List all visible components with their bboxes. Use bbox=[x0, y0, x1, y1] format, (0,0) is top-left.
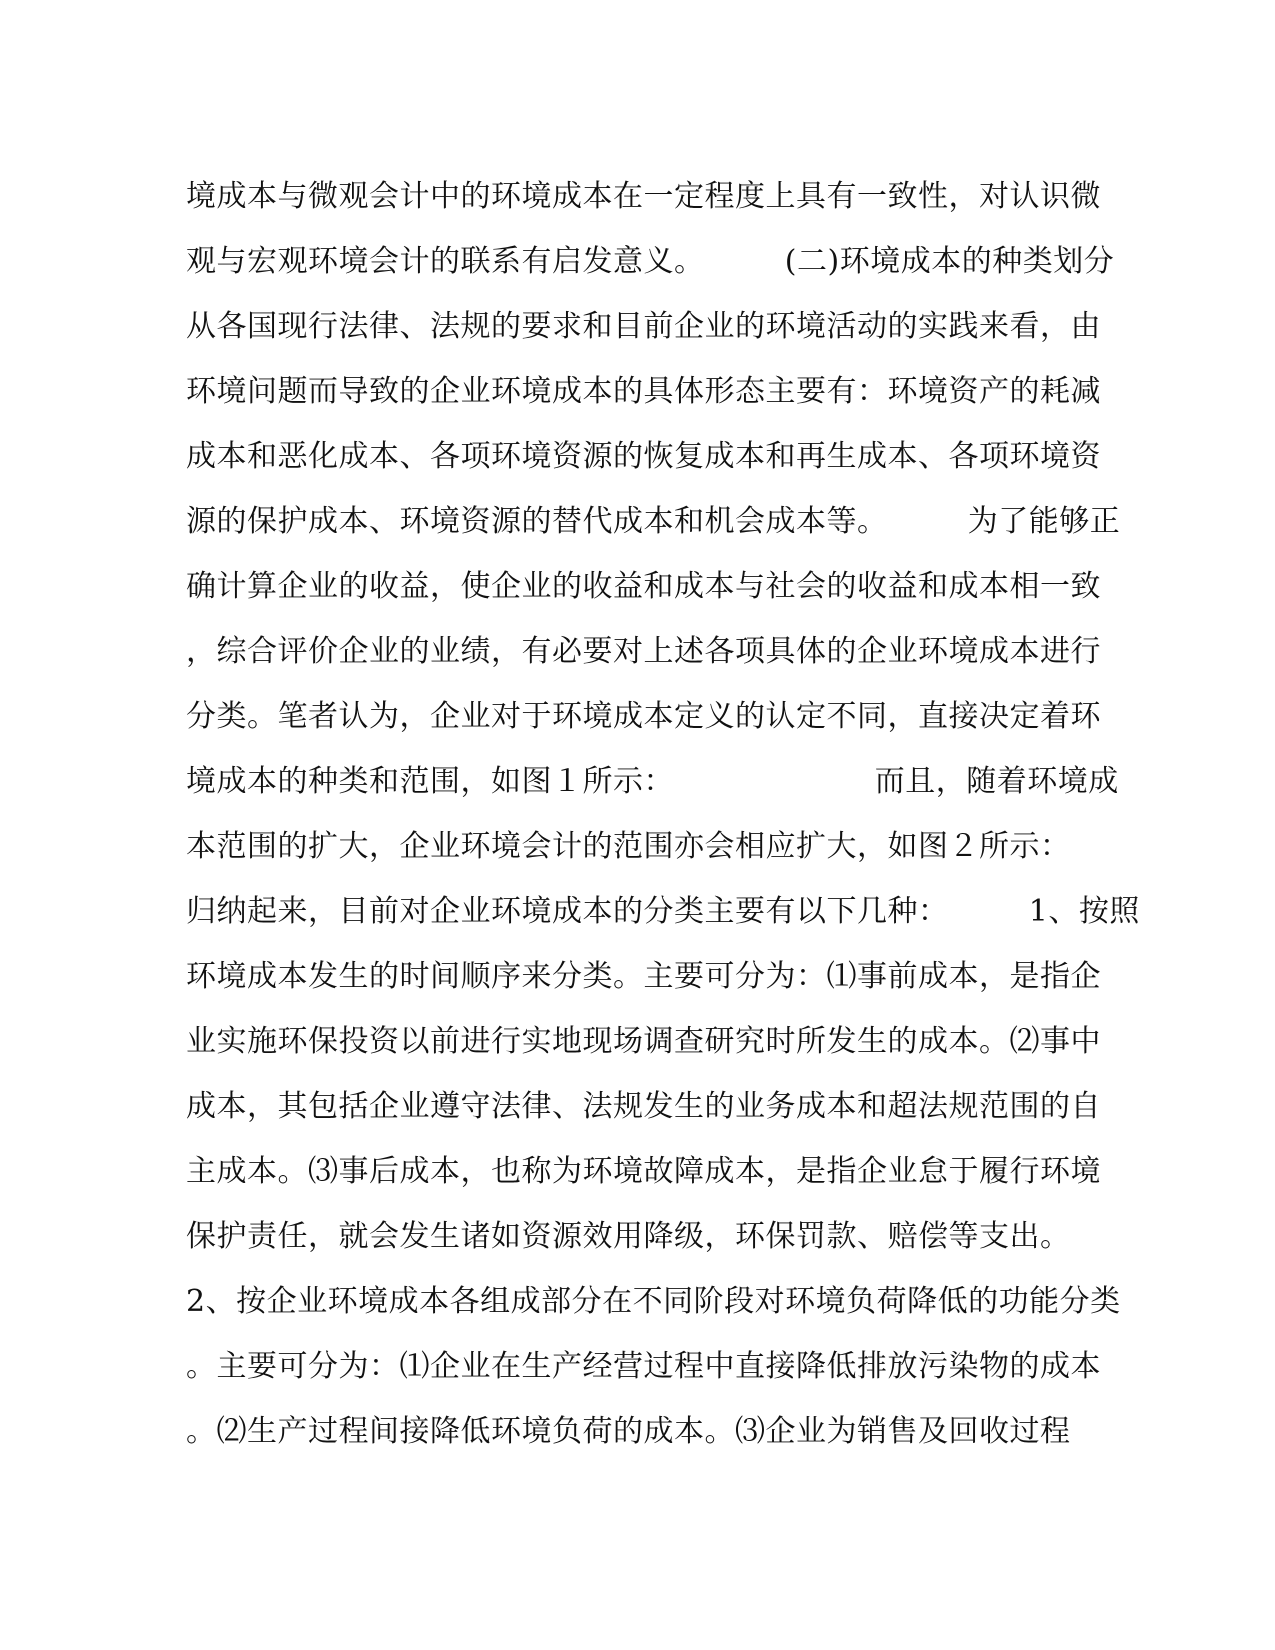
text-line: 确计算企业的收益，使企业的收益和成本与社会的收益和成本相一致 bbox=[186, 569, 1101, 604]
text-line: 主成本。⑶事后成本，也称为环境故障成本，是指企业怠于履行环境 bbox=[186, 1154, 1101, 1189]
text-line: 境成本的种类和范围，如图１所示： 而且，随着环境成 bbox=[186, 764, 1119, 799]
text-line: 。主要可分为：⑴企业在生产经营过程中直接降低排放污染物的成本 bbox=[186, 1349, 1101, 1384]
text-line: 源的保护成本、环境资源的替代成本和机会成本等。 为了能够正 bbox=[186, 504, 1121, 539]
body-text bbox=[186, 164, 1140, 1464]
text-line: ，综合评价企业的业绩，有必要对上述各项具体的企业环境成本进行 bbox=[186, 634, 1101, 669]
text-line: 分类。笔者认为，企业对于环境成本定义的认定不同，直接决定着环 bbox=[186, 699, 1101, 734]
text-line: 观与宏观环境会计的联系有启发意义。 (二)环境成本的种类划分 bbox=[186, 244, 1115, 279]
text-line: 保护责任，就会发生诸如资源效用降级，环保罚款、赔偿等支出。 bbox=[186, 1219, 1071, 1254]
text-line: 本范围的扩大，企业环境会计的范围亦会相应扩大，如图２所示： bbox=[186, 829, 1071, 864]
text-line: 成本，其包括企业遵守法律、法规发生的业务成本和超法规范围的自 bbox=[186, 1089, 1101, 1124]
text-line: 。⑵生产过程间接降低环境负荷的成本。⑶企业为销售及回收过程 bbox=[186, 1414, 1071, 1449]
text-line: 归纳起来，目前对企业环境成本的分类主要有以下几种： 1、按照 bbox=[186, 894, 1140, 929]
text-line: 环境问题而导致的企业环境成本的具体形态主要有：环境资产的耗减 bbox=[186, 374, 1101, 409]
text-line: 成本和恶化成本、各项环境资源的恢复成本和再生成本、各项环境资 bbox=[186, 439, 1101, 474]
text-line: 业实施环保投资以前进行实地现场调查研究时所发生的成本。⑵事中 bbox=[186, 1024, 1101, 1059]
text-line: 环境成本发生的时间顺序来分类。主要可分为：⑴事前成本，是指企 bbox=[186, 959, 1101, 994]
text-line: 2、按企业环境成本各组成部分在不同阶段对环境负荷降低的功能分类 bbox=[186, 1284, 1121, 1319]
text-line: 境成本与微观会计中的环境成本在一定程度上具有一致性，对认识微 bbox=[186, 179, 1101, 214]
text-line: 从各国现行法律、法规的要求和目前企业的环境活动的实践来看，由 bbox=[186, 309, 1101, 344]
